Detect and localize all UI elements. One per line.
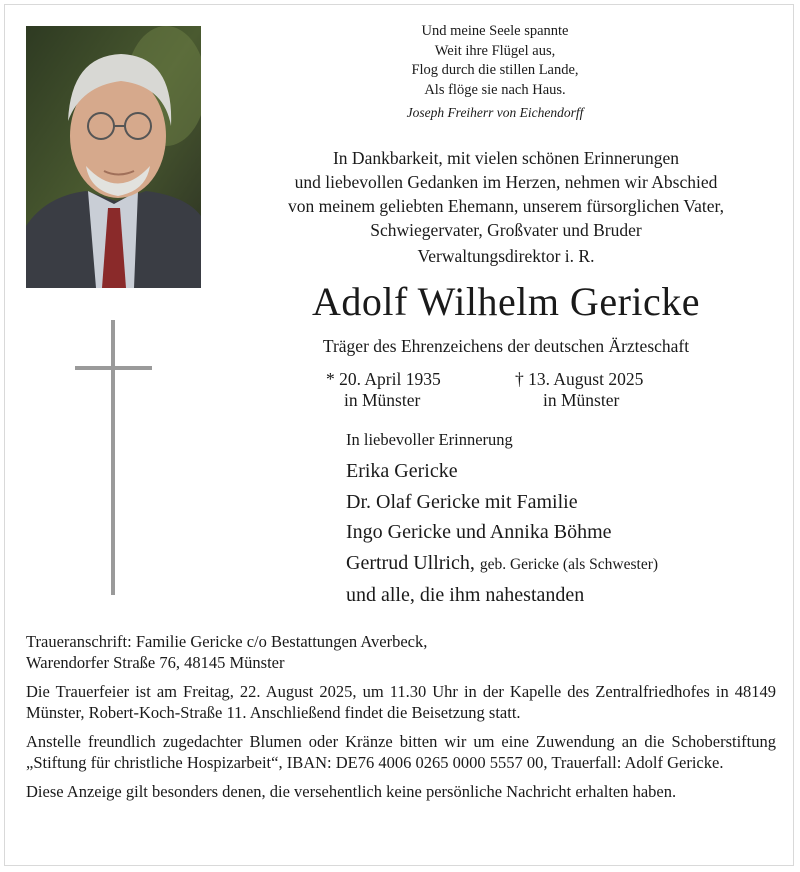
address-line: Warendorfer Straße 76, 48145 Münster bbox=[26, 652, 285, 672]
notice-text: Diese Anzeige gilt besonders denen, die versehentlich keine persönliche Nachricht erhalten haben. bbox=[26, 782, 677, 801]
death-date: † 13. August 2025 bbox=[515, 369, 644, 389]
bottom-info bbox=[26, 632, 776, 812]
mourner-name: Ingo Gericke und Annika Böhme bbox=[346, 521, 612, 543]
intro-text bbox=[226, 146, 786, 242]
poem-line: Flog durch die stillen Lande, bbox=[411, 62, 579, 78]
poem bbox=[300, 22, 690, 123]
intro-line: von meinem geliebten Ehemann, unserem fürsorglichen Vater, bbox=[287, 196, 725, 216]
cross-icon-vertical bbox=[111, 320, 115, 595]
address-line: Traueranschrift: Familie Gericke c/o Bestattungen Averbeck, bbox=[26, 632, 428, 651]
mourner-gertrud bbox=[346, 548, 786, 581]
deceased-name: Adolf Wilhelm Gericke bbox=[311, 279, 701, 324]
mourner-name: Erika Gericke bbox=[346, 460, 458, 482]
mourners-lead: In liebevoller Erinnerung bbox=[346, 430, 513, 449]
intro-line: In Dankbarkeit, mit vielen schönen Erinnerungen bbox=[332, 148, 679, 168]
poem-author: Joseph Freiherr von Eichendorff bbox=[406, 105, 584, 120]
mourner-gertrud-note: geb. Gericke (als Schwester) bbox=[479, 555, 659, 573]
mourning-address bbox=[26, 632, 776, 673]
death-info bbox=[515, 369, 643, 411]
poem-line: Weit ihre Flügel aus, bbox=[434, 42, 556, 59]
deceased-honor: Träger des Ehrenzeichens der deutschen Ärzteschaft bbox=[322, 336, 690, 356]
birth-info bbox=[326, 369, 441, 411]
poem-line: Und meine Seele spannte bbox=[421, 23, 569, 39]
birth-place: in Münster bbox=[344, 390, 421, 410]
donation-text: Anstelle freundlich zugedachter Blumen oder Kränze bitten wir um eine Zuwendung an die Schoberstiftung „Stiftung für christliche Hospizarbeit“, IBAN: DE76 4006 0265 0000 5557 00, Trauerfall: Adolf Gericke. bbox=[26, 732, 776, 772]
deceased-title: Verwaltungsdirektor i. R. bbox=[417, 246, 595, 266]
mourners-closing: und alle, die ihm nahestanden bbox=[346, 584, 585, 606]
poem-line: Als flöge sie nach Haus. bbox=[424, 81, 566, 98]
ceremony-text: Die Trauerfeier ist am Freitag, 22. August 2025, um 11.30 Uhr in der Kapelle des Zentralfriedhofes in 48149 Münster, Robert-Koch-Straße 11. Anschließend findet die Beisetzung statt. bbox=[26, 682, 776, 722]
mourner-name: Dr. Olaf Gericke mit Familie bbox=[346, 490, 578, 513]
portrait-photo bbox=[26, 26, 201, 288]
birth-date: * 20. April 1935 bbox=[326, 369, 441, 389]
mourners-list bbox=[346, 430, 786, 611]
intro-line: und liebevollen Gedanken im Herzen, nehmen wir Abschied bbox=[294, 172, 718, 192]
cross-icon-horizontal bbox=[75, 366, 152, 370]
death-place: in Münster bbox=[543, 390, 620, 410]
mourner-gertrud-name: Gertrud Ullrich, bbox=[346, 551, 475, 574]
intro-line: Schwiegervater, Großvater und Bruder bbox=[370, 220, 642, 240]
